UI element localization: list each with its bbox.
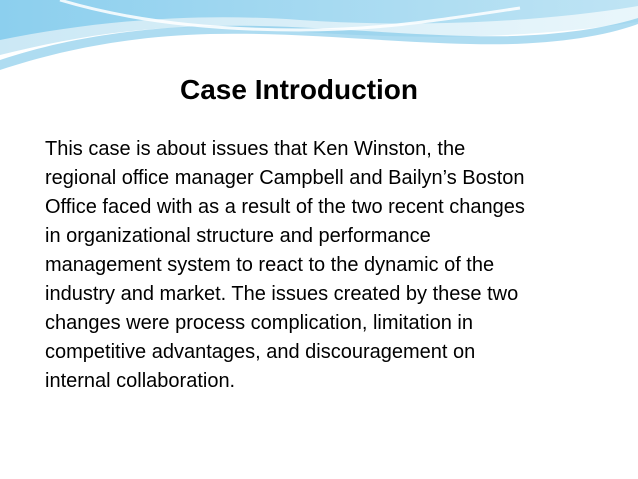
body-line: regional office manager Campbell and Bailyn’s Boston [45, 167, 525, 189]
body-line: changes were process complication, limitation in [45, 312, 473, 334]
body-line: internal collaboration. [45, 370, 236, 392]
body-line: This case is about issues that Ken Winston, the [45, 138, 466, 160]
body-line: industry and market. The issues created by these two [45, 283, 519, 305]
slide-title: Case Introduction [180, 74, 419, 105]
body-line: Office faced with as a result of the two recent changes [45, 196, 525, 218]
body-line: management system to react to the dynamic of the [45, 254, 495, 276]
body-line: competitive advantages, and discouragement on [45, 341, 476, 363]
body-line: in organizational structure and performance [45, 225, 431, 247]
body-paragraph [45, 135, 625, 396]
